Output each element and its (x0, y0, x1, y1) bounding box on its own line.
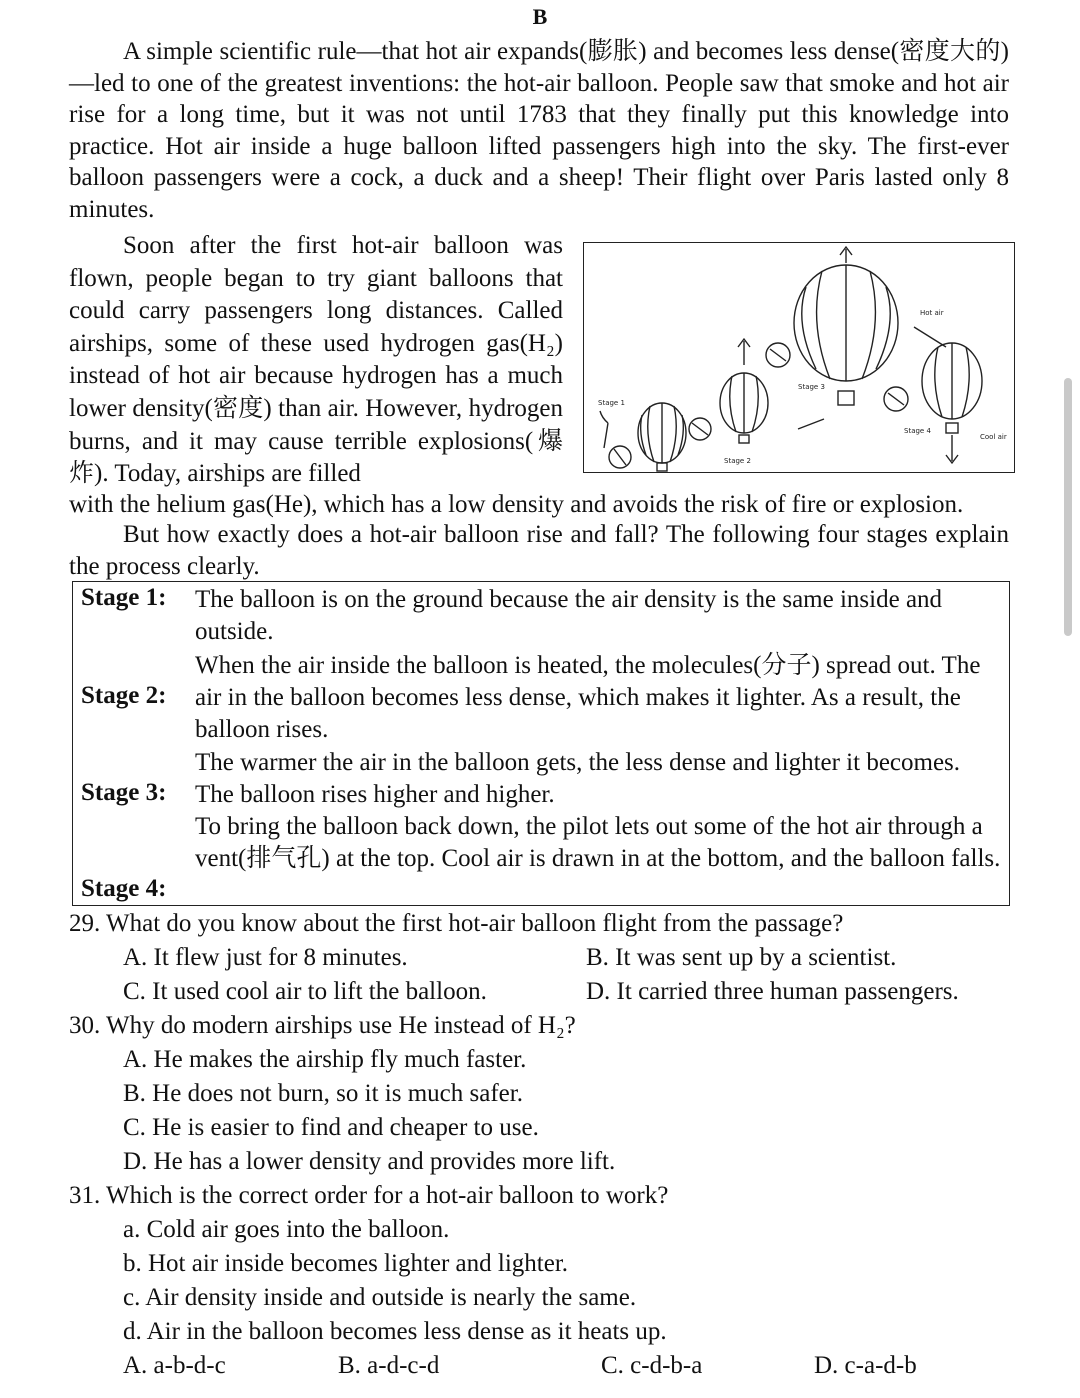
figure-label-stage4: Stage 4 (904, 427, 931, 435)
figure-label-stage2: Stage 2 (724, 457, 751, 465)
figure-label-stage3: Stage 3 (798, 383, 825, 391)
question-31-option-a[interactable]: A. a-b-d-c (123, 1352, 226, 1379)
question-31-item-a: a. Cold air goes into the balloon. (123, 1216, 450, 1243)
figure-label-stage1: Stage 1 (598, 399, 625, 407)
up-arrow-icon (738, 339, 750, 365)
stage-label: Stage 2: (81, 682, 167, 709)
question-29-option-a[interactable]: A. It flew just for 8 minutes. (123, 944, 408, 971)
stage-label: Stage 3: (81, 779, 167, 806)
question-30-option-c[interactable]: C. He is easier to find and cheaper to use. (123, 1114, 539, 1141)
question-31-item-b: b. Hot air inside becomes lighter and lighter. (123, 1250, 569, 1277)
question-29-option-b[interactable]: B. It was sent up by a scientist. (586, 944, 897, 971)
question-31-option-c[interactable]: C. c-d-b-a (601, 1352, 703, 1379)
question-29-stem: 29. What do you know about the first hot-air balloon flight from the passage? (69, 910, 844, 937)
figure-label-cool-air: Cool air (980, 433, 1007, 441)
question-31-stem: 31. Which is the correct order for a hot-air balloon to work? (69, 1182, 669, 1209)
question-30-option-b[interactable]: B. He does not burn, so it is much safer. (123, 1080, 523, 1107)
balloon-stages-figure (583, 242, 1015, 473)
stage-label: Stage 1: (81, 584, 167, 611)
stage1-bracket (600, 411, 608, 448)
question-29-option-d[interactable]: D. It carried three human passengers. (586, 978, 959, 1005)
stage-text: The balloon is on the ground because the air density is the same inside and outside. (195, 586, 943, 646)
stage-label: Stage 4: (81, 875, 167, 902)
stage-text: When the air inside the balloon is heated, the molecules(分子) spread out. The air in the balloon becomes less dense, which makes it lighter. As a result, the balloon rises. (195, 652, 981, 744)
vertical-scrollbar[interactable] (1064, 378, 1072, 636)
passage-paragraph-2-continued: with the helium gas(He), which has a low density and avoids the risk of fire or explosion. (69, 491, 964, 518)
question-31-item-d: d. Air in the balloon becomes less dense as it heats up. (123, 1318, 667, 1345)
question-30-option-d[interactable]: D. He has a lower density and provides more lift. (123, 1148, 616, 1175)
passage-paragraph-1: A simple scientific rule—that hot air expands(膨胀) and becomes less dense(密度大的)—led to one of the greatest inventions: the hot-air balloon. People saw that smoke and hot air rise for a long time, but it was not until 1783 that they finally put this knowledge into practice. Hot air inside a huge balloon lifted passengers high into the sky. The first-ever balloon passengers were a cock, a duck and a sheep! Their flight over Paris lasted only 8 minutes. (69, 38, 1009, 223)
figure-label-hot-air: Hot air (920, 309, 944, 317)
stages-table (72, 581, 1010, 906)
question-30-stem: 30. Why do modern airships use He instead of H₂? (69, 1012, 576, 1039)
question-31-option-b[interactable]: B. a-d-c-d (338, 1352, 440, 1379)
question-30-option-a[interactable]: A. He makes the airship fly much faster. (123, 1046, 527, 1073)
question-31-option-d[interactable]: D. c-a-d-b (814, 1352, 917, 1379)
balloon-diagram (584, 243, 1016, 474)
stage2-balloon (638, 403, 686, 471)
stage4-balloon (922, 343, 982, 433)
passage-paragraph-2: Soon after the first hot-air balloon was flown, people began to try giant balloons that could carry passengers long distances. Called airships, some of these used hydrogen gas(H₂) instead of hot air because hydrogen has a much lower density(密度) than air. However, hydrogen burns, and it may cause terrible explosions(爆炸). Today, airships are filled (69, 232, 563, 488)
down-arrow-icon (946, 435, 958, 463)
top-arrow-icon (840, 247, 852, 263)
question-29-option-c[interactable]: C. It used cool air to lift the balloon. (123, 978, 487, 1005)
section-label: B (532, 4, 548, 29)
stage-text: To bring the balloon back down, the pilot lets out some of the hot air through a vent(排气孔) at the top. Cool air is drawn in at the bottom, and the balloon falls. (195, 813, 1001, 873)
question-31-item-c: c. Air density inside and outside is nearly the same. (123, 1284, 637, 1311)
stage-text: The warmer the air in the balloon gets, the less dense and lighter it becomes. The balloon rises higher and higher. (195, 749, 961, 809)
stage2-rising-balloon (720, 373, 768, 443)
passage-paragraph-3: But how exactly does a hot-air balloon rise and fall? The following four stages explain the process clearly. (69, 521, 1009, 580)
